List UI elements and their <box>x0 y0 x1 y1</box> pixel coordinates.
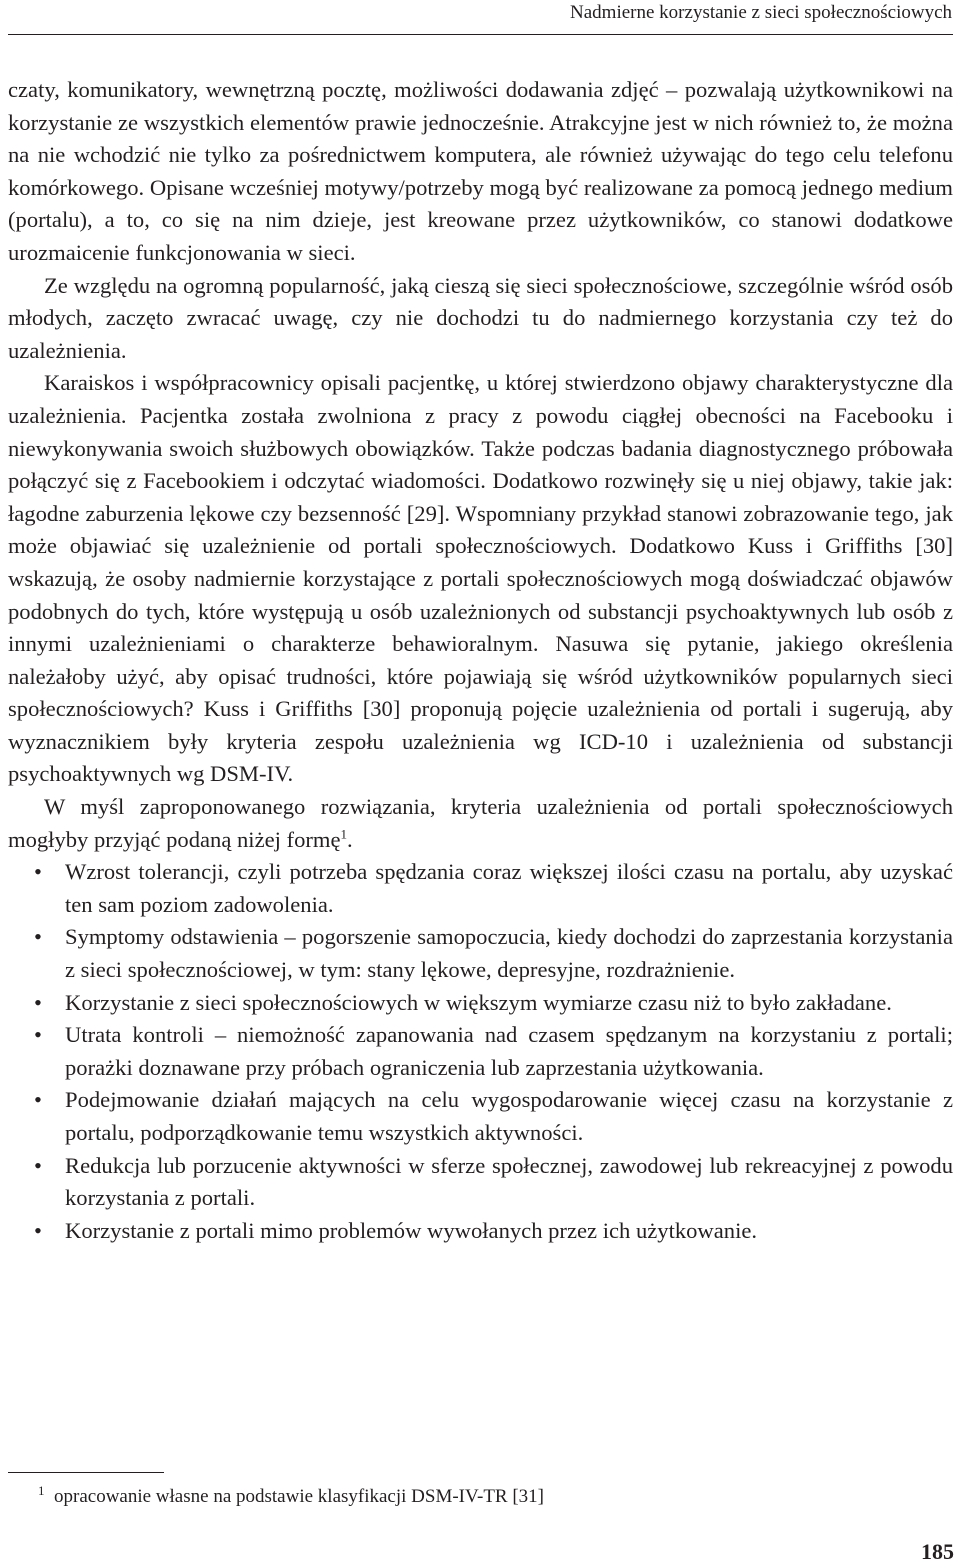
footnote-reference: 1 <box>340 826 348 842</box>
list-item <box>8 1150 953 1215</box>
list-item-text: Redukcja lub porzucenie aktywności w sferze społecznej, zawodowej lub rekreacyjnej z powodu korzystania z portali. <box>65 1152 953 1211</box>
list-item <box>8 987 953 1020</box>
list-item <box>8 1084 953 1149</box>
footnote: 1 opracowanie własne na podstawie klasyfikacji DSM-IV-TR [31] <box>38 1482 545 1507</box>
bullet-icon: • <box>34 1152 42 1178</box>
list-item <box>8 921 953 986</box>
page-number: 185 <box>921 1539 954 1564</box>
paragraph-4: W myśl zaproponowanego rozwiązania, kryteria uzależnienia od portali społecznościowych mogłyby przyjąć podaną niżej formę$^1$. <box>8 794 953 852</box>
header-rule <box>8 34 953 35</box>
bullet-icon: • <box>34 1022 42 1048</box>
bullet-icon: • <box>34 1217 42 1243</box>
bullet-icon: • <box>34 989 42 1015</box>
footnote-text: opracowanie własne na podstawie klasyfikacji DSM-IV-TR [31] <box>54 1486 545 1507</box>
paragraph-4-text: W myśl zaproponowanego rozwiązania, kryteria uzależnienia od portali społecznościowych mogłyby przyjąć podaną niżej formę <box>8 794 953 852</box>
bullet-icon: • <box>34 859 42 885</box>
paragraph-2: Ze względu na ogromną popularność, jaką cieszą się sieci społecznościowe, szczególnie wśród osób młodych, zaczęto zwracać uwagę, czy nie dochodzi tu do nadmiernego korzystania czy też do uzależnienia. <box>8 272 953 363</box>
running-head: Nadmierne korzystanie z sieci społecznościowych <box>570 2 952 23</box>
paragraph-1: czaty, komunikatory, wewnętrzną pocztę, możliwości dodawania zdjęć – pozwalają użytkownikowi na korzystanie ze wszystkich elementów prawie jednocześnie. Atrakcyjne jest w nich również to, że można na nie wchodzić nie tylko za pośrednictwem komputera, ale również używając do tego celu telefonu komórkowego. Opisane wcześniej motywy/potrzeby mogą być realizowane za pomocą jednego medium (portalu), a to, co się na nim dzieje, jest kreowane przez użytkowników, co stanowi dodatkowe urozmaicenie funkcjonowania w sieci. <box>8 77 953 265</box>
list-item-text: Wzrost tolerancji, czyli potrzeba spędzania coraz większej ilości czasu na portalu, aby uzyskać ten sam poziom zadowolenia. <box>65 859 953 917</box>
list-item <box>8 856 953 921</box>
paragraph-3: Karaiskos i współpracownicy opisali pacjentkę, u której stwierdzono objawy charakterystyczne dla uzależnienia. Pacjentka została zwolniona z pracy z powodu ciągłej obecności na Facebooku i niewykonywania swoich służbowych obowiązków. Także podczas badania diagnostycznego próbowała połączyć się z Facebookiem i odczytać wiadomości. Dodatkowo rozwinęły się u niej objawy, takie jak: łagodne zaburzenia lękowe czy bezsenność [29]. Wspomniany przykład stanowi zobrazowanie tego, jak może objawiać się uzależnienie od portali społecznościowych. Dodatkowo Kuss i Griffiths [30] wskazują, że osoby nadmiernie korzystające z portali społecznościowych mogą doświadczać objawów podobnych do tych, które występują u osób uzależnionych od substancji psychoaktywnych lub osób z innymi uzależnieniami o charakterze behawioralnym. Nasuwa się pytanie, jakiego określenia należałoby użyć, aby opisać trudności, które pojawiają się wśród użytkowników popularnych sieci społecznościowych? Kuss i Griffiths [30] proponują pojęcie uzależnienia od portali i sugerują, aby wyznacznikiem były kryteria zespołu uzależnienia wg ICD-10 i uzależnienia od substancji psychoaktywnych wg DSM-IV. <box>8 370 953 787</box>
list-item <box>8 1019 953 1084</box>
bullet-icon: • <box>34 1087 42 1113</box>
list-item-text: Utrata kontroli – niemożność zapanowania nad czasem spędzanym na korzystaniu z portali; porażki doznawane przy próbach ograniczenia lub zaprzestania użytkowania. <box>65 1022 953 1080</box>
list-item-text: Symptomy odstawienia – pogorszenie samopoczucia, kiedy dochodzi do zaprzestania korzystania z sieci społecznościowej, w tym: stany lękowe, depresyjne, rozdrażnienie. <box>65 924 953 983</box>
list-item-text: Korzystanie z portali mimo problemów wywołanych przez ich użytkowanie. <box>65 1217 758 1243</box>
list-item-text: Korzystanie z sieci społecznościowych w większym wymiarze czasu niż to było zakładane. <box>65 989 892 1015</box>
footnote-rule <box>8 1472 164 1473</box>
bullet-icon: • <box>34 924 42 950</box>
main-text <box>8 74 953 1247</box>
list-item <box>8 1215 953 1248</box>
list-item-text: Podejmowanie działań mających na celu wygospodarowanie więcej czasu na korzystanie z portalu, podporządkowanie temu wszystkich aktywności. <box>65 1087 953 1145</box>
criteria-list <box>8 856 953 1247</box>
